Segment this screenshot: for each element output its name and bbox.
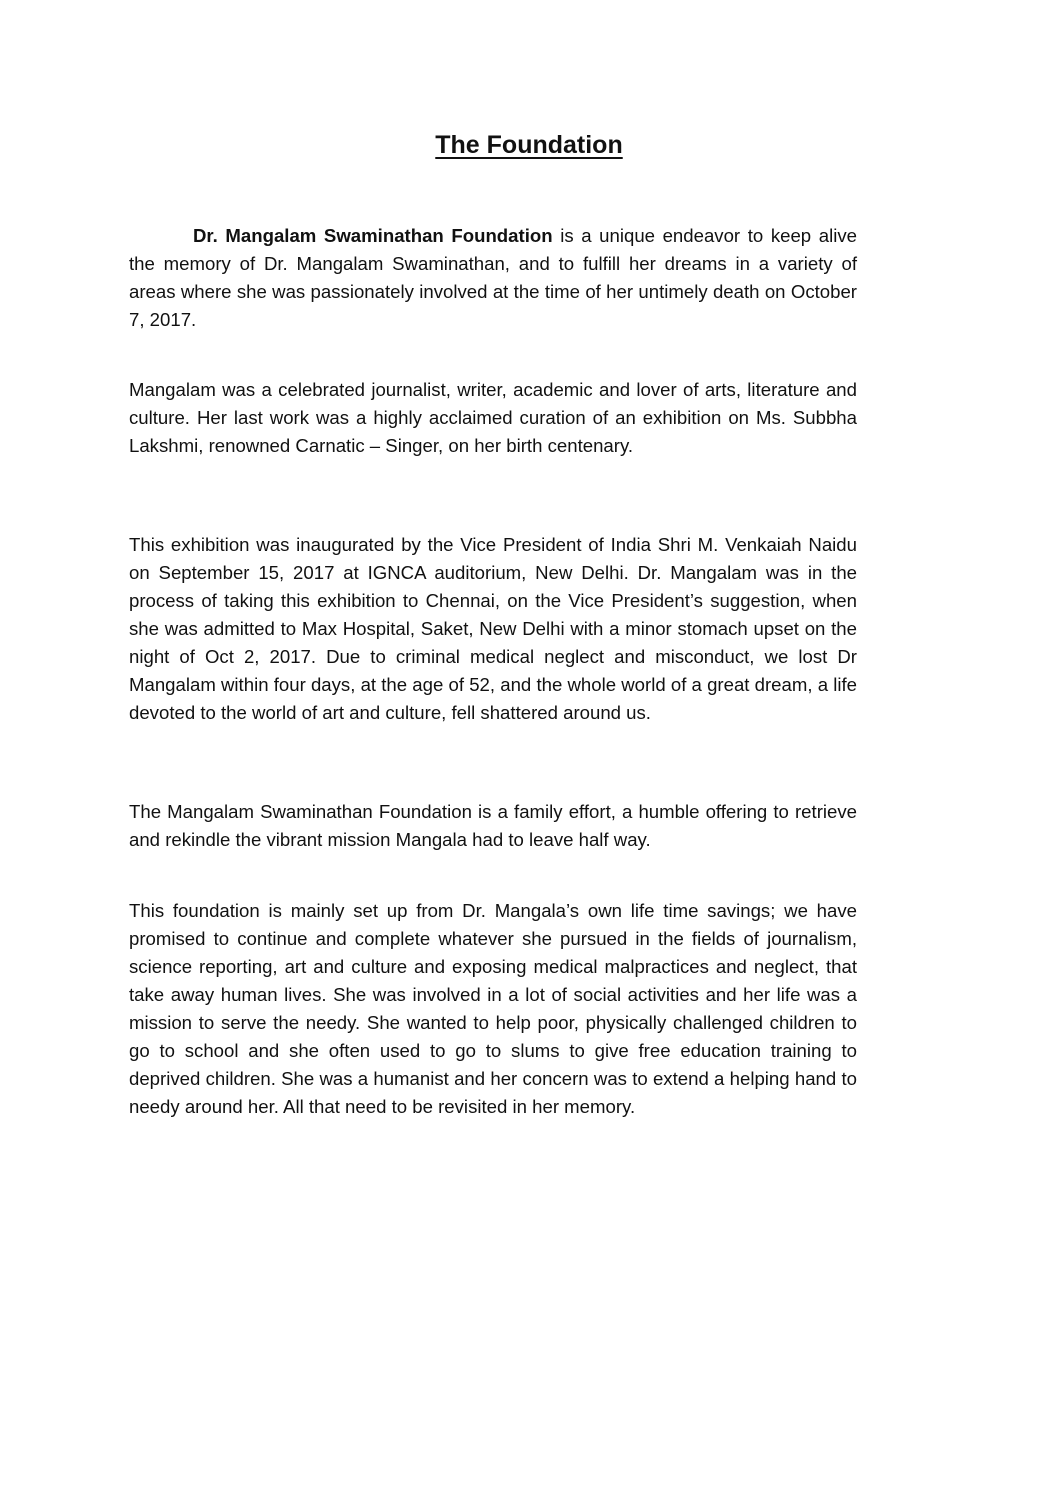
paragraph-biography: Mangalam was a celebrated journalist, writer, academic and lover of arts, literature and culture. Her last work was a highly acclaimed curation of an exhibition on Ms. Subbha Lakshmi, renowned Carnatic – Singer, on her birth centenary. bbox=[129, 379, 857, 456]
page-title: The Foundation bbox=[435, 131, 623, 159]
foundation-name: Dr. Mangalam Swaminathan Foundation bbox=[193, 225, 553, 246]
paragraph-intro-text: is a unique endeavor to keep alive the memory of Dr. Mangalam Swaminathan, and to fulfill her dreams in a variety of areas where she was passionately involved at the time of her untimely death on October 7, 2017. bbox=[129, 225, 857, 330]
paragraph-intro bbox=[129, 222, 857, 334]
paragraph-exhibition: This exhibition was inaugurated by the Vice President of India Shri M. Venkaiah Naidu on September 15, 2017 at IGNCA auditorium, New Delhi. Dr. Mangalam was in the process of taking this exhibition to Chennai, on the Vice President’s suggestion, when she was admitted to Max Hospital, Saket, New Delhi with a minor stomach upset on the night of Oct 2, 2017. Due to criminal medical neglect and misconduct, we lost Dr Mangalam within four days, at the age of 52, and the whole world of a great dream, a life devoted to the world of art and culture, fell shattered around us. bbox=[129, 534, 857, 723]
paragraph-family-effort: The Mangalam Swaminathan Foundation is a family effort, a humble offering to retrieve and rekindle the vibrant mission Mangala had to leave half way. bbox=[129, 801, 857, 850]
paragraph-mission: This foundation is mainly set up from Dr. Mangala’s own life time savings; we have promised to continue and complete whatever she pursued in the fields of journalism, science reporting, art and culture and exposing medical malpractices and neglect, that take away human lives. She was involved in a lot of social activities and her life was a mission to serve the needy. She wanted to help poor, physically challenged children to go to school and she often used to go to slums to give free education training to deprived children. She was a humanist and her concern was to extend a helping hand to needy around her. All that need to be revisited in her memory. bbox=[129, 900, 857, 1117]
